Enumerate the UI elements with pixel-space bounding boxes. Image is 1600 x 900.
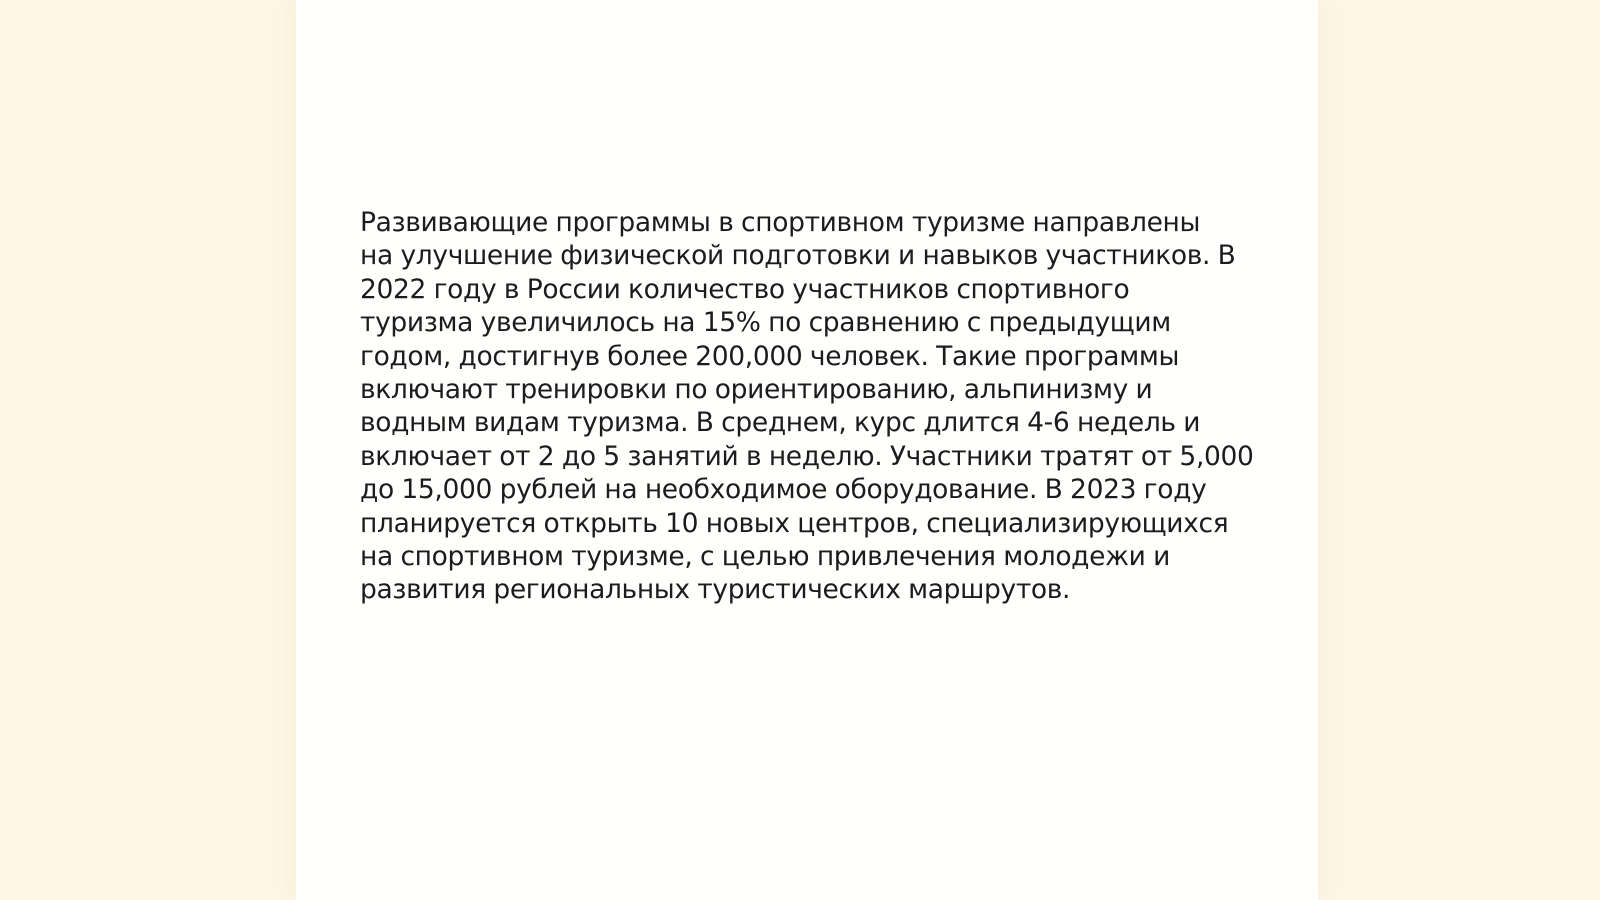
paragraph-line-10: планируется открыть 10 новых центров, специализирующихся [360,507,1229,539]
paragraph-line-4: туризма увеличилось на 15% по сравнению с предыдущим [360,307,1171,339]
paragraph-line-7: водным видам туризма. В среднем, курс длится 4-6 недель и [360,407,1201,439]
body-paragraph [360,206,1260,607]
paragraph-line-9: до 15,000 рублей на необходимое оборудование. В 2023 году [360,474,1207,506]
paragraph-line-12: развития региональных туристических маршрутов. [360,574,1071,606]
document-page [296,0,1318,900]
paragraph-line-2: на улучшение физической подготовки и навыков участников. В [360,240,1236,272]
paragraph-line-3: 2022 году в России количество участников спортивного [360,273,1130,305]
paragraph-line-8: включает от 2 до 5 занятий в неделю. Участники тратят от 5,000 [360,440,1254,472]
paragraph-line-1: Развивающие программы в спортивном туризме направлены [360,207,1201,238]
paragraph-line-6: включают тренировки по ориентированию, альпинизму и [360,374,1153,406]
paragraph-line-5: годом, достигнув более 200,000 человек. Такие программы [360,340,1180,372]
paragraph-line-11: на спортивном туризме, с целью привлечения молодежи и [360,541,1170,573]
